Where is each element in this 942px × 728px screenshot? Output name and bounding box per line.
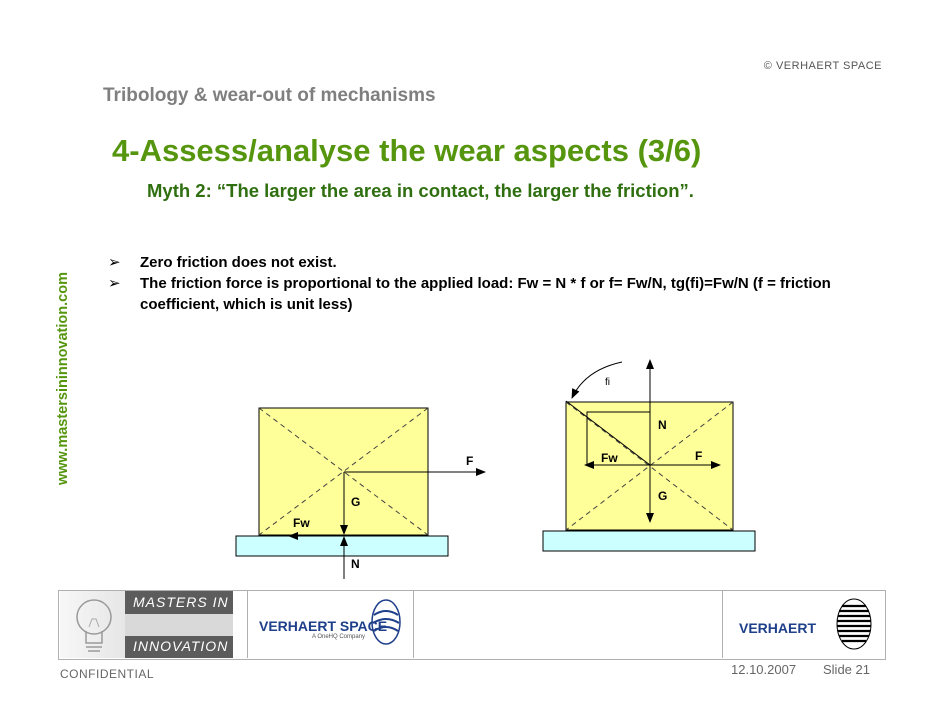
right-ground-surface bbox=[543, 531, 755, 551]
right-label-f: F bbox=[695, 449, 703, 463]
left-ground-surface bbox=[236, 536, 448, 556]
left-diagram bbox=[236, 408, 485, 579]
left-label-f: F bbox=[466, 454, 474, 468]
bullet-text: The friction force is proportional to the applied load: Fw = N * f or f= Fw/N, tg(fi)=Fw/N (f = friction coefficient, which is unit less) bbox=[140, 275, 831, 313]
right-label-g: G bbox=[658, 489, 668, 503]
footer-separator bbox=[413, 591, 414, 658]
right-angle-fi-arc bbox=[572, 362, 622, 398]
myth-statement: Myth 2: “The larger the area in contact, the larger the friction”. bbox=[147, 180, 694, 201]
masters-logo-top-text: MASTERS IN bbox=[133, 594, 229, 610]
copyright: © VERHAERT SPACE bbox=[763, 60, 882, 72]
slide-title: 4-Assess/analyse the wear aspects (3/6) bbox=[112, 133, 702, 168]
verhaert-space-logo-text: VERHAERT SPACE bbox=[259, 618, 388, 634]
arrow-bullet-icon: ➢ bbox=[108, 275, 121, 292]
arrow-bullet-icon: ➢ bbox=[108, 254, 121, 271]
footer-separator bbox=[722, 591, 723, 658]
verhaert-logo-text: VERHAERT bbox=[739, 620, 817, 636]
masters-logo-strip bbox=[125, 614, 233, 636]
right-label-fw: Fw bbox=[601, 451, 618, 465]
slide-number: Slide 21 bbox=[823, 662, 870, 677]
left-label-g: G bbox=[351, 495, 361, 509]
right-label-fi: fi bbox=[605, 377, 610, 388]
left-label-fw: Fw bbox=[293, 516, 310, 530]
footer-separator bbox=[247, 591, 248, 658]
verhaert-striped-egg-logo-icon bbox=[834, 596, 874, 652]
verhaert-space-egg-logo-icon bbox=[370, 597, 402, 647]
right-label-n: N bbox=[658, 418, 667, 432]
confidential-label: CONFIDENTIAL bbox=[60, 667, 155, 681]
lightbulb-image bbox=[60, 591, 125, 658]
right-diagram bbox=[543, 360, 755, 551]
side-url: www.mastersininnovation.com bbox=[55, 272, 71, 485]
slide-subtitle: Tribology & wear-out of mechanisms bbox=[103, 85, 436, 106]
lightbulb-icon bbox=[60, 591, 125, 658]
masters-logo-bottom-text: INNOVATION bbox=[133, 638, 229, 654]
verhaert-space-tagline: A OneHQ Company bbox=[312, 634, 366, 640]
bullet-text: Zero friction does not exist. bbox=[140, 254, 337, 271]
slide-date: 12.10.2007 bbox=[731, 662, 797, 677]
left-label-n: N bbox=[351, 557, 360, 571]
